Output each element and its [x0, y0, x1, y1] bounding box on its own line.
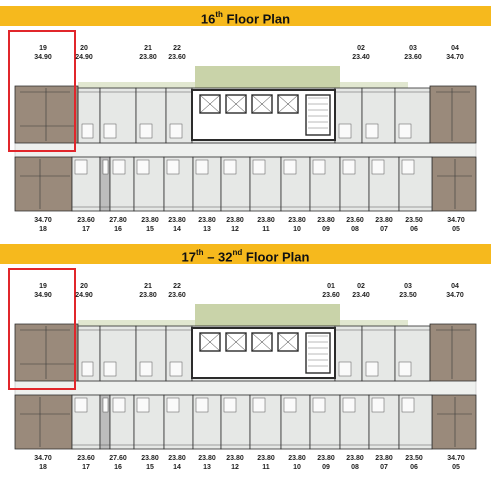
unit-number: 12 [231, 464, 239, 471]
unit-number: 14 [173, 226, 181, 233]
unit-area: 34.70 [447, 455, 465, 462]
bathroom [372, 160, 384, 174]
bathroom [343, 398, 355, 412]
unit-area: 23.50 [405, 217, 423, 224]
unit-label-12 [221, 216, 249, 234]
unit-label-15 [136, 454, 164, 472]
bathroom [75, 160, 87, 174]
title-range: – 32 [203, 249, 233, 265]
unit-label-16 [104, 216, 132, 234]
unit-area: 23.80 [375, 455, 393, 462]
unit-label-06 [400, 216, 428, 234]
corner-unit-05 [432, 157, 476, 211]
floor-plan-17-32 [0, 264, 491, 485]
unit-area: 23.80 [139, 292, 157, 299]
unit-number: 16 [114, 226, 122, 233]
bathroom [113, 160, 125, 174]
unit-label-18 [29, 454, 57, 472]
unit-label-02 [347, 282, 375, 300]
unit-label-10 [283, 454, 311, 472]
unit-number: 08 [351, 464, 359, 471]
unit-number: 06 [410, 464, 418, 471]
bathroom [75, 398, 87, 412]
unit-label-21 [134, 44, 162, 62]
unit-number: 13 [203, 226, 211, 233]
unit-number: 22 [173, 45, 181, 52]
unit-number: 17 [82, 464, 90, 471]
unit-area: 23.80 [375, 217, 393, 224]
bathroom [399, 124, 411, 138]
unit-area: 23.60 [346, 217, 364, 224]
unit-area: 23.60 [77, 217, 95, 224]
bathroom [224, 398, 236, 412]
unit-label-17 [72, 216, 100, 234]
unit-number: 05 [452, 226, 460, 233]
unit-area: 23.80 [226, 217, 244, 224]
unit-label-01 [317, 282, 345, 300]
bathroom [82, 362, 93, 376]
unit-area: 23.60 [168, 292, 186, 299]
title-text: Floor Plan [242, 249, 310, 265]
bathroom [104, 124, 116, 138]
title-number: 17 [181, 249, 197, 265]
unit-label-18 [29, 216, 57, 234]
bathroom [103, 398, 108, 412]
unit-area: 23.80 [168, 455, 186, 462]
unit-area: 34.70 [446, 54, 464, 61]
unit-number: 03 [409, 45, 417, 52]
unit-area: 34.70 [34, 217, 52, 224]
bathroom [82, 124, 93, 138]
bathroom [140, 362, 152, 376]
unit-area: 24.90 [75, 292, 93, 299]
title-text: Floor Plan [222, 11, 291, 27]
unit-number: 10 [293, 226, 301, 233]
bathroom [170, 362, 182, 376]
unit-number: 07 [380, 464, 388, 471]
unit-label-12 [221, 454, 249, 472]
stair-core [306, 333, 330, 373]
unit-label-20 [70, 44, 98, 62]
unit-number: 09 [322, 464, 330, 471]
unit-number: 02 [357, 283, 365, 290]
bathroom [103, 160, 108, 174]
bathroom [137, 160, 149, 174]
unit-area: 23.60 [404, 54, 422, 61]
unit-number: 21 [144, 45, 152, 52]
bathroom [343, 160, 355, 174]
unit-area: 27.60 [109, 455, 127, 462]
title-superscript-2: nd [232, 248, 243, 257]
unit-area: 34.70 [447, 217, 465, 224]
unit-number: 04 [451, 283, 459, 290]
corridor [15, 381, 476, 395]
corridor [15, 143, 476, 157]
unit-number: 16 [114, 464, 122, 471]
unit-number: 04 [451, 45, 459, 52]
unit-label-22 [163, 282, 191, 300]
unit-area: 23.80 [288, 217, 306, 224]
corner-unit-18 [15, 395, 72, 449]
unit-label-07 [370, 216, 398, 234]
unit-number: 18 [39, 226, 47, 233]
unit-area: 34.70 [446, 292, 464, 299]
bathroom [113, 398, 125, 412]
unit-label-05 [442, 216, 470, 234]
unit-number: 15 [146, 464, 154, 471]
title-number: 16 [200, 11, 216, 27]
bathroom [366, 362, 378, 376]
unit-label-13 [193, 454, 221, 472]
unit-area: 34.90 [34, 54, 52, 61]
unit-area: 23.80 [168, 217, 186, 224]
unit-area: 23.80 [257, 217, 275, 224]
unit-area: 23.80 [141, 217, 159, 224]
unit-label-04 [441, 282, 469, 300]
bathroom [284, 160, 296, 174]
unit-label-14 [163, 216, 191, 234]
bathroom [339, 124, 351, 138]
title-superscript: th [196, 248, 204, 257]
unit-area: 23.80 [226, 455, 244, 462]
unit-label-03 [394, 282, 422, 300]
bathroom [372, 398, 384, 412]
bathroom [366, 124, 378, 138]
unit-label-10 [283, 216, 311, 234]
unit-area: 23.80 [288, 455, 306, 462]
bathroom [339, 362, 351, 376]
unit-area: 34.70 [34, 455, 52, 462]
unit-number: 02 [357, 45, 365, 52]
unit-label-22 [163, 44, 191, 62]
unit-area: 23.80 [139, 54, 157, 61]
bathroom [196, 160, 208, 174]
bathroom [224, 160, 236, 174]
bathroom [104, 362, 116, 376]
unit-number: 19 [39, 283, 47, 290]
unit-label-06 [400, 454, 428, 472]
unit-number: 06 [410, 226, 418, 233]
highlighted-unit-box [8, 30, 76, 152]
unit-number: 01 [327, 283, 335, 290]
unit-area: 23.80 [198, 455, 216, 462]
unit-number: 20 [80, 45, 88, 52]
unit-label-09 [312, 216, 340, 234]
bathroom [167, 398, 179, 412]
bathroom [253, 398, 265, 412]
floor-plan-title-17-32 [0, 244, 491, 264]
unit-number: 17 [82, 226, 90, 233]
unit-area: 23.60 [168, 54, 186, 61]
corner-unit-18 [15, 157, 72, 211]
unit-area: 23.80 [141, 455, 159, 462]
unit-label-03 [399, 44, 427, 62]
bathroom [196, 398, 208, 412]
corner-unit-04 [430, 324, 476, 381]
unit-number: 03 [404, 283, 412, 290]
unit-label-21 [134, 282, 162, 300]
highlighted-unit-box [8, 268, 76, 390]
unit-area: 23.40 [352, 292, 370, 299]
unit-number: 09 [322, 226, 330, 233]
corner-unit-04 [430, 86, 476, 143]
unit-area: 23.80 [198, 217, 216, 224]
unit-label-05 [442, 454, 470, 472]
floor-plan-16 [0, 26, 491, 247]
bathroom [167, 160, 179, 174]
unit-label-14 [163, 454, 191, 472]
unit-number: 10 [293, 464, 301, 471]
bathroom [170, 124, 182, 138]
bathroom [402, 398, 414, 412]
unit-number: 07 [380, 226, 388, 233]
unit-label-16 [104, 454, 132, 472]
unit-label-07 [370, 454, 398, 472]
unit-label-20 [70, 282, 98, 300]
unit-number: 20 [80, 283, 88, 290]
bathroom [402, 160, 414, 174]
unit-area: 23.80 [317, 455, 335, 462]
bathroom [253, 160, 265, 174]
bathroom [313, 160, 325, 174]
unit-number: 14 [173, 464, 181, 471]
unit-area: 23.50 [399, 292, 417, 299]
unit-number: 11 [262, 226, 270, 233]
corner-unit-05 [432, 395, 476, 449]
unit-number: 22 [173, 283, 181, 290]
bathroom [313, 398, 325, 412]
unit-label-13 [193, 216, 221, 234]
unit-label-02 [347, 44, 375, 62]
unit-number: 08 [351, 226, 359, 233]
unit-area: 23.80 [346, 455, 364, 462]
bathroom [140, 124, 152, 138]
unit-number: 18 [39, 464, 47, 471]
unit-number: 19 [39, 45, 47, 52]
unit-label-17 [72, 454, 100, 472]
title-superscript: th [215, 10, 223, 19]
stair-core [306, 95, 330, 135]
unit-area: 23.50 [405, 455, 423, 462]
bathroom [137, 398, 149, 412]
bathroom [399, 362, 411, 376]
unit-label-08 [341, 454, 369, 472]
unit-label-09 [312, 454, 340, 472]
unit-area: 23.80 [317, 217, 335, 224]
unit-label-08 [341, 216, 369, 234]
unit-label-11 [252, 216, 280, 234]
unit-number: 11 [262, 464, 270, 471]
unit-number: 12 [231, 226, 239, 233]
unit-number: 05 [452, 464, 460, 471]
unit-area: 24.90 [75, 54, 93, 61]
unit-area: 34.90 [34, 292, 52, 299]
unit-area: 27.80 [109, 217, 127, 224]
unit-area: 23.40 [352, 54, 370, 61]
unit-label-15 [136, 216, 164, 234]
unit-label-04 [441, 44, 469, 62]
unit-label-11 [252, 454, 280, 472]
unit-number: 13 [203, 464, 211, 471]
bathroom [284, 398, 296, 412]
unit-area: 23.60 [322, 292, 340, 299]
unit-area: 23.80 [257, 455, 275, 462]
unit-number: 15 [146, 226, 154, 233]
unit-number: 21 [144, 283, 152, 290]
floor-plan-title-16 [0, 6, 491, 26]
unit-area: 23.60 [77, 455, 95, 462]
